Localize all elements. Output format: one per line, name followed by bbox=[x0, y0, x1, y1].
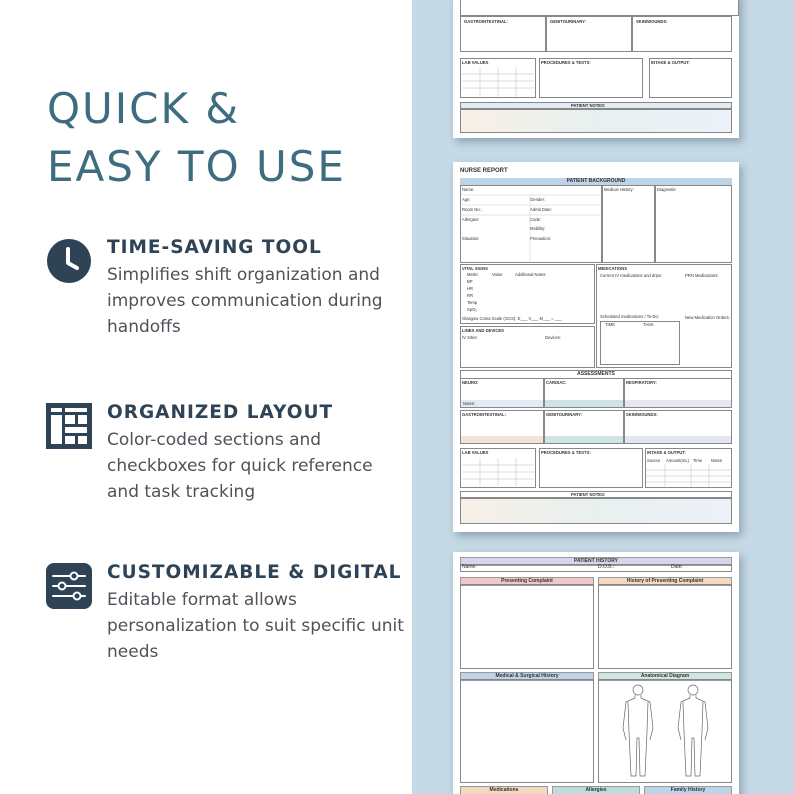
section-label: GASTROINTESTINAL: bbox=[464, 19, 508, 24]
report-title: NURSE REPORT bbox=[460, 168, 508, 174]
medications-label: MEDICATIONS bbox=[598, 266, 628, 271]
field-label: Name: bbox=[462, 187, 475, 192]
field-label: Gender: bbox=[530, 197, 546, 202]
medical-history-label: Medical History: bbox=[604, 187, 634, 192]
layout-grid-icon bbox=[46, 403, 92, 449]
new-orders-label: New Medication Orders: bbox=[685, 315, 730, 320]
date-label: Date: bbox=[671, 564, 683, 570]
family-history-bar: Family History bbox=[644, 786, 732, 794]
vital-signs-label: VITAL SIGNS bbox=[462, 266, 488, 271]
intake-grid bbox=[645, 464, 732, 488]
allergies-bar: Allergies bbox=[552, 786, 640, 794]
headline-line-2: EASY TO USE bbox=[47, 142, 346, 191]
field-label: Age: bbox=[462, 197, 471, 202]
patient-notes-label: PATIENT NOTES: bbox=[571, 103, 606, 108]
background-lines bbox=[460, 185, 602, 263]
patient-notes-label: PATIENT NOTES: bbox=[571, 492, 606, 497]
situation-label: Situation: bbox=[462, 236, 480, 241]
clock-icon bbox=[46, 238, 92, 284]
patient-history-preview bbox=[453, 552, 739, 794]
field-label: Admit Date: bbox=[530, 207, 552, 212]
notes-label: Notes: bbox=[463, 401, 476, 406]
field-label: Code: bbox=[530, 217, 542, 222]
intake-label: INTAKE & OUTPUT: bbox=[647, 450, 686, 455]
vital-col: Additional Notes bbox=[515, 272, 546, 277]
assess-label: GASTROINTESTINAL: bbox=[462, 412, 506, 417]
vital-row: SpO₂ bbox=[467, 307, 478, 312]
procedures-label: PROCEDURES & TESTS: bbox=[541, 450, 591, 455]
vital-row: Temp bbox=[467, 300, 478, 305]
sched-col: TIME bbox=[605, 322, 616, 327]
lab-grid bbox=[462, 67, 534, 97]
devices-label: Devices: bbox=[545, 335, 562, 340]
feature-description: Color-coded sections and checkboxes for quick reference and task tracking bbox=[107, 430, 373, 502]
field-label: Precaution: bbox=[530, 236, 552, 241]
medications-bar: Medications bbox=[460, 786, 548, 794]
sched-col: TASK bbox=[643, 322, 654, 327]
sliders-icon bbox=[46, 563, 92, 609]
lab-grid bbox=[462, 458, 534, 486]
lab-values-label: LAB VALUES bbox=[462, 60, 489, 65]
patient-history-title: PATIENT HISTORY bbox=[460, 557, 732, 566]
assess-label: RESPIRATORY: bbox=[626, 380, 657, 385]
lines-devices-label: LINES AND DEVICES bbox=[462, 328, 504, 333]
assess-label: CARDIAC: bbox=[546, 380, 567, 385]
field-label: Mobility: bbox=[530, 226, 546, 231]
history-presenting-bar: History of Presenting Complaint bbox=[598, 577, 732, 586]
assess-label: SKIN/WOUNDS: bbox=[626, 412, 658, 417]
scheduled-label: Scheduled medications / To-Do: bbox=[600, 314, 660, 319]
headline-line-1: QUICK & bbox=[47, 84, 241, 133]
feature-title: ORGANIZED LAYOUT bbox=[107, 402, 334, 423]
lab-values-label: LAB VALUES bbox=[462, 450, 489, 455]
vital-row: BP bbox=[467, 279, 473, 284]
gcs-label: Glasgow Coma Scale (GCS): E___ V___ M___ = ___ bbox=[462, 316, 562, 321]
anatomical-diagram-bar: Anatomical Diagram bbox=[598, 672, 732, 681]
procedures-label: PROCEDURES & TESTS: bbox=[541, 60, 591, 65]
intake-label: INTAKE & OUTPUT: bbox=[651, 60, 690, 65]
name-label: Name: bbox=[462, 564, 477, 570]
intake-col: Time bbox=[693, 458, 703, 463]
field-label: Room No.: bbox=[462, 207, 483, 212]
vital-row: HR bbox=[467, 286, 474, 291]
feature-description: Editable format allows personalization to suit specific unit needs bbox=[107, 590, 404, 662]
iv-meds-label: Current IV medications and drips: bbox=[600, 273, 663, 278]
patient-background-bar: PATIENT BACKGROUND bbox=[460, 178, 732, 185]
assess-label: GENITOURINARY: bbox=[546, 412, 582, 417]
diagnosis-label: Diagnosis: bbox=[657, 187, 677, 192]
section-label: SKIN/WOUNDS: bbox=[636, 19, 668, 24]
headline bbox=[47, 80, 346, 196]
intake-col: Amount(mL) bbox=[666, 458, 690, 463]
dob-label: D.O.B.: bbox=[598, 564, 615, 570]
vital-col: Value bbox=[492, 272, 503, 277]
vital-row: RR bbox=[467, 293, 474, 298]
assessments-bar: ASSESSMENTS bbox=[460, 370, 732, 379]
nurse-report-preview bbox=[453, 162, 739, 532]
field-label: Allergies: bbox=[462, 217, 480, 222]
presenting-complaint-bar: Presenting Complaint bbox=[460, 577, 594, 586]
feature-title: CUSTOMIZABLE & DIGITAL bbox=[107, 562, 402, 583]
feature-description: Simplifies shift organization and improves communication during handoffs bbox=[107, 265, 383, 337]
assess-label: NEURO: bbox=[462, 380, 479, 385]
anatomical-figures bbox=[598, 680, 732, 782]
section-label: GENITOURINARY: bbox=[550, 19, 586, 24]
intake-col: Notes bbox=[711, 458, 722, 463]
iv-sites-label: IV Sites: bbox=[462, 335, 478, 340]
intake-col: Source bbox=[647, 458, 661, 463]
top-sheet-preview bbox=[453, 0, 739, 138]
medical-surgical-bar: Medical & Surgical History bbox=[460, 672, 594, 681]
prn-label: PRN Medications: bbox=[685, 273, 719, 278]
preview-panel bbox=[412, 0, 794, 794]
vital-col: Metric bbox=[467, 272, 479, 277]
feature-title: TIME-SAVING TOOL bbox=[107, 237, 322, 258]
